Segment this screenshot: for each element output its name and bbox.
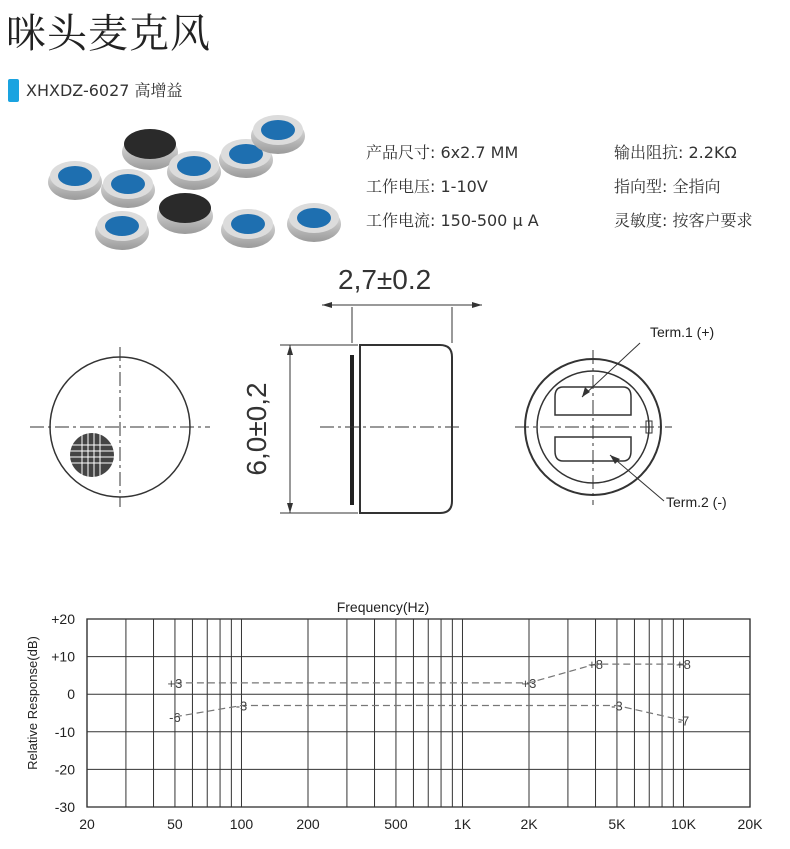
x-tick-label: 1K [453,816,472,832]
x-tick-label: 500 [384,816,408,832]
x-tick-labels [79,816,763,832]
series-line-2 [175,706,684,721]
x-tick-label: 100 [229,816,254,832]
data-label: +3 [521,675,537,691]
y-tick-label: +10 [51,648,75,665]
chart-title: Frequency(Hz) [336,599,430,615]
mic-capsule [48,161,102,200]
series-line-1 [175,664,684,683]
x-tick-label: 20 [79,816,95,832]
y-tick-label: -30 [54,799,75,815]
data-labels [168,657,691,728]
data-label: -3 [611,698,623,714]
width-dimension: 2,7±0.2 [338,264,432,295]
x-tick-label: 50 [167,816,183,832]
term2-label: Term.2 (-) [666,494,727,510]
spec-voltage: 工作电压: 1-10V [366,177,488,196]
spec-current: 工作电流: 150-500 μ A [366,211,539,230]
x-tick-label: 20K [737,816,763,832]
y-axis-label: Relative Response(dB) [25,636,40,770]
frequency-chart [0,590,790,845]
spec-impedance: 输出阻抗: 2.2KΩ [614,143,737,162]
x-tick-label: 10K [671,816,696,832]
mic-capsule [221,209,275,248]
accent-bar [8,79,19,102]
mic-capsule [167,151,221,190]
product-photo [30,100,350,265]
term1-label: Term.1 (+) [650,324,715,340]
x-tick-label: 5K [608,816,626,832]
technical-drawing [0,255,790,535]
data-label: -6 [169,709,181,725]
y-tick-label: +20 [51,611,75,627]
data-label: +8 [588,657,603,673]
front-mesh [70,433,114,477]
data-label: -7 [677,713,690,729]
data-label: -3 [235,698,248,714]
y-tick-label: 0 [67,686,75,703]
data-label: +8 [676,657,691,673]
y-tick-labels [51,611,75,815]
mic-capsule [95,211,149,250]
side-view-body [360,345,452,513]
data-label: +3 [167,675,183,691]
mic-capsule [101,169,155,208]
y-tick-label: -20 [54,761,75,778]
x-tick-label: 2K [520,816,538,832]
mic-capsule [287,203,341,242]
mic-capsule [251,115,305,154]
spec-directivity: 指向型: 全指向 [614,177,721,196]
spec-sensitivity: 灵敏度: 按客户要求 [614,211,753,230]
y-tick-label: -10 [54,723,75,740]
x-tick-label: 200 [296,816,320,832]
model-label: XHXDZ-6027 高增益 [26,81,183,100]
page-title: 咪头麦克风 [6,11,211,57]
height-dimension: 6,0±0,2 [241,382,272,476]
spec-size: 产品尺寸: 6x2.7 MM [366,143,519,162]
response-series [175,664,684,720]
mic-capsule [157,193,213,234]
